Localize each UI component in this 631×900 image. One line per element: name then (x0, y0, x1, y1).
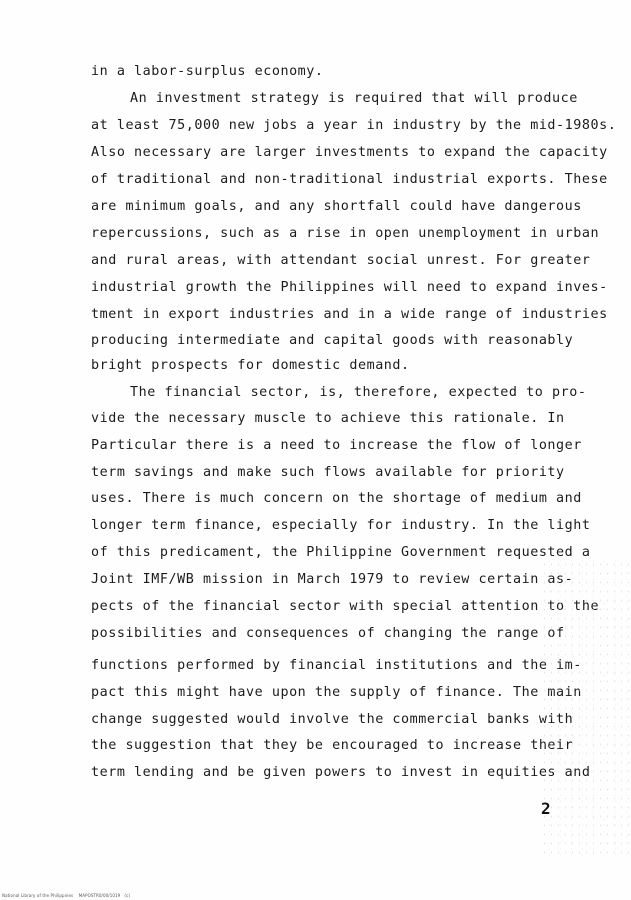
archive-footer: National Library of the Philippines MAPOSTR0/00/1019 (c) (2, 893, 131, 898)
text-line: possibilities and consequences of changing the range of (91, 626, 565, 641)
text-line: longer term finance, especially for industry. In the light (91, 518, 591, 533)
text-line: An investment strategy is required that will produce (130, 91, 578, 106)
scan-noise (541, 560, 631, 860)
text-line: bright prospects for domestic demand. (91, 358, 410, 373)
text-line: and rural areas, with attendant social unrest. For greater (91, 253, 591, 268)
text-line: in a labor-surplus economy. (91, 64, 324, 79)
text-line: repercussions, such as a rise in open unemployment in urban (91, 226, 600, 241)
text-line: at least 75,000 new jobs a year in industry by the mid-1980s. (91, 118, 617, 133)
text-line: Joint IMF/WB mission in March 1979 to review certain as- (91, 572, 574, 587)
text-line: tment in export industries and in a wide range of industries (91, 307, 608, 322)
page-number: 2 (541, 799, 551, 818)
text-line: change suggested would involve the commercial banks with (91, 712, 574, 727)
text-line: pects of the financial sector with special attention to the (91, 599, 600, 614)
text-line: The financial sector, is, therefore, expected to pro- (130, 385, 587, 400)
text-line: vide the necessary muscle to achieve this rationale. In (91, 411, 565, 426)
text-line: term lending and be given powers to invest in equities and (91, 765, 591, 780)
text-line: functions performed by financial institutions and the im- (91, 658, 582, 673)
text-line: uses. There is much concern on the shortage of medium and (91, 491, 582, 506)
text-line: of traditional and non-traditional industrial exports. These (91, 172, 608, 187)
text-line: Particular there is a need to increase the flow of longer (91, 438, 582, 453)
text-line: producing intermediate and capital goods with reasonably (91, 333, 574, 348)
text-line: pact this might have upon the supply of finance. The main (91, 685, 582, 700)
text-line: are minimum goals, and any shortfall could have dangerous (91, 199, 582, 214)
text-line: of this predicament, the Philippine Government requested a (91, 545, 591, 560)
text-line: industrial growth the Philippines will need to expand inves- (91, 280, 608, 295)
text-line: Also necessary are larger investments to expand the capacity (91, 145, 608, 160)
text-line: term savings and make such flows available for priority (91, 465, 565, 480)
text-line: the suggestion that they be encouraged to increase their (91, 738, 574, 753)
